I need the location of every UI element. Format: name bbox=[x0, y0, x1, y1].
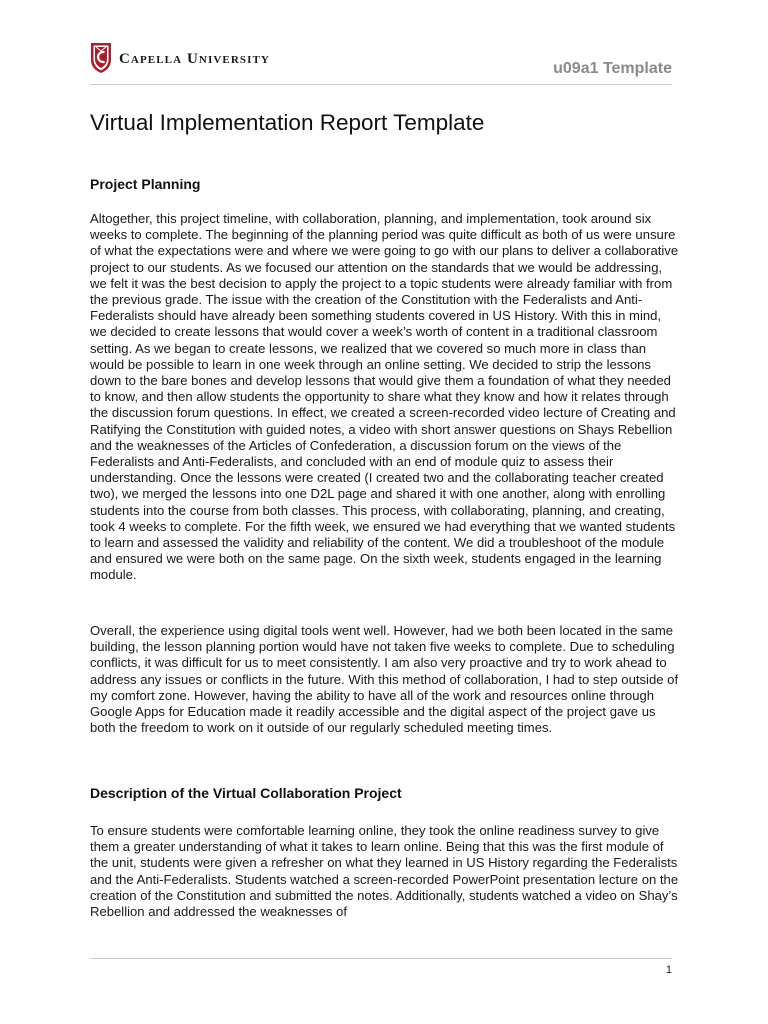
paragraph-project-planning-1: Altogether, this project timeline, with collaboration, planning, and implementation, took around six weeks to complete. The beginning of the planning period was quite difficult as both of us were unsure of what the expectations were and where we were going to go with our plans to deliver a collaborative project to our students. As we focused our attention on the standards that we would be addressing, we felt it was the best decision to apply the project to a topic students were already familiar with from the previous grade. The issue with the creation of the Constitution with the Federalists and Anti-Federalists should have already been something students covered in US History. With this in mind, we decided to create lessons that would cover a week’s worth of content in a traditional classroom setting. As we began to create lessons, we realized that we covered so much more in class than would be possible to learn in one week through an online setting. We decided to strip the lessons down to the bare bones and develop lessons that would give them a foundation of what they needed to know, and then allow students the opportunity to share what they know and how it relates through the discussion forum questions. In effect, we created a screen-recorded video lecture of Creating and Ratifying the Constitution with guided notes, a video with short answer questions on Shays Rebellion and the weaknesses of the Articles of Confederation, a discussion forum on the views of the Federalists and Anti-Federalists, and concluded with an end of module quiz to assess their understanding. Once the lessons were created (I created two and the collaborating teacher created two), we merged the lessons into one D2L page and shared it with one another, along with enrolling students into the course from both classes. This process, with collaborating, planning, and creating, took 4 weeks to complete. For the fifth week, we ensured we had everything that we wanted students to learn and assessed the validity and reliability of the content. We did a troubleshoot of the module and ensured we were both on the same page. On the sixth week, students engaged in the learning module. bbox=[90, 211, 679, 583]
document-title: Virtual Implementation Report Template bbox=[90, 110, 485, 135]
capella-crest-icon bbox=[90, 42, 112, 74]
section-heading-project-planning: Project Planning bbox=[90, 176, 201, 192]
paragraph-virtual-collaboration-1: To ensure students were comfortable learning online, they took the online readiness survey to give them a greater understanding of what it takes to learn online. Being that this was the first module of the unit, students were given a refresher on what they learned in US History regarding the Federalists and the Anti-Federalists. Students watched a screen-recorded PowerPoint presentation lecture on the creation of the Constitution and submitted the notes. Additionally, students watched a video on Shay’s Rebellion and addressed the weaknesses of bbox=[90, 823, 679, 920]
page-number: 1 bbox=[665, 964, 672, 976]
capella-logo bbox=[90, 42, 270, 74]
brand-name: Capella University bbox=[119, 50, 270, 67]
footer-divider bbox=[90, 958, 672, 959]
template-label: u09a1 Template bbox=[553, 60, 672, 77]
header-divider bbox=[90, 84, 672, 85]
section-heading-virtual-collaboration: Description of the Virtual Collaboration Project bbox=[90, 785, 402, 801]
paragraph-project-planning-2: Overall, the experience using digital tools went well. However, had we both been located in the same building, the lesson planning portion would have not taken five weeks to complete. Due to scheduling conflicts, it was difficult for us to meet consistently. I am also very proactive and try to work ahead to address any issues or conflicts in the future. With this method of collaboration, I had to step outside of my comfort zone. However, having the ability to have all of the work and resources online through Google Apps for Education made it readily accessible and the digital aspect of the project gave us both the freedom to work on it outside of our regularly scheduled meeting times. bbox=[90, 623, 679, 736]
